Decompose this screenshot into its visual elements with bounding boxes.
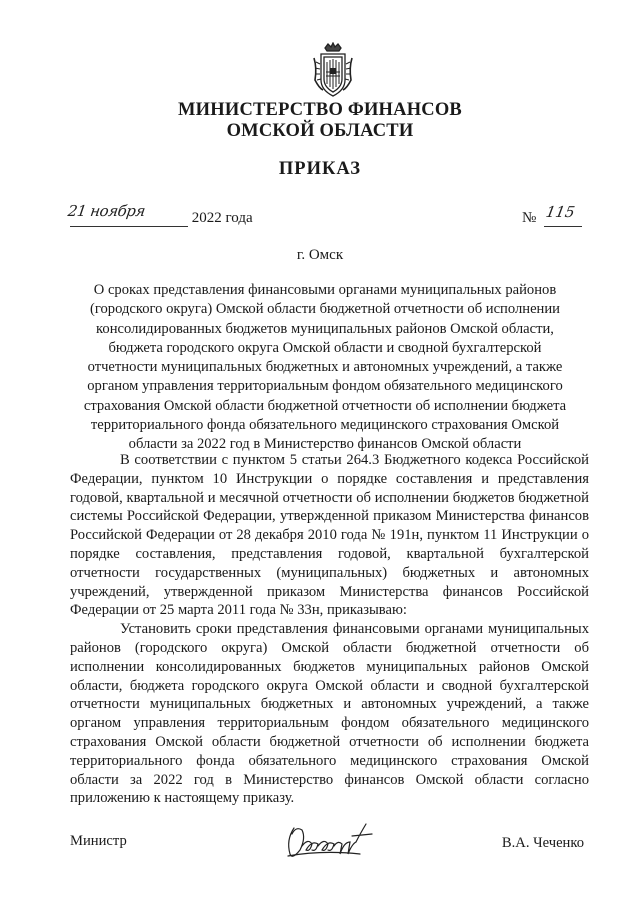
signatory-name: В.А. Чеченко [501,835,584,851]
ministry-heading [0,100,640,142]
ministry-line-2: ОМСКОЙ ОБЛАСТИ [226,121,414,141]
order-body [70,451,589,808]
order-date [66,202,253,227]
order-number [521,203,582,227]
coat-of-arms-icon [311,42,355,98]
document-type-title: ПРИКАЗ [278,159,362,179]
date-field [66,202,188,227]
signatory-title: Министр [70,833,127,849]
handwritten-number: 115 [544,203,577,221]
year-text: 2022 года [191,210,253,226]
preamble-paragraph: В соответствии с пунктом 5 статьи 264.3 Бюджетного кодекса Российской Федерации, пунктом 10 Инструкции о порядке составления и представления годовой, квартальной и месячной отчетности об исполнении бюджетов бюджетной системы Российской Федерации, утвержденной приказом Министерства финансов Российской Федерации от 28 декабря 2010 года № 191н, пунктом 11 Инструкции о порядке составления, представления годовой, квартальной бухгалтерской отчетности государственных (муниципальных) бюджетных и автономных учреждений, утвержденной приказом Министерства финансов Российской Федерации от 25 марта 2011 года № 33н, приказываю: [70,452,589,619]
directive-paragraph: Установить сроки представления финансовыми органами муниципальных районов (городского округа) Омской области бюджетной отчетности об исполнении консолидированных бюджетов муниципальных районов Омской области, бюджета городского округа Омской области и сводной бухгалтерской отчетности муниципальных бюджетных и автономных учреждений, а также органом управления территориальным фондом обязательного медицинского страхования Омской области бюджетной отчетности об исполнении бюджета территориального фонда обязательного медицинского страхования Омской области за 2022 год в Министерство финансов Омской области согласно приложению к настоящему приказу. [70,621,589,807]
order-subject: О сроках представления финансовыми органами муниципальных районов (городского округа) Омской области бюджетной отчетности об исполнении консолидированных бюджетов муниципальных районов Омской области, бюджета городского округа Омской области и сводной бухгалтерской отчетности муниципальных бюджетных и автономных учреждений, а также органом управления территориальным фондом обязательного медицинского страхования Омской области бюджетной отчетности об исполнении бюджета территориального фонда обязательного медицинского страхования Омской области за 2022 год в Министерство финансов Омской области [83,282,567,453]
handwritten-date: 21 ноября [66,202,147,220]
city-line: г. Омск [296,247,344,263]
ministry-line-1: МИНИСТЕРСТВО ФИНАНСОВ [178,100,462,120]
number-field [544,203,582,227]
handwritten-signature [282,820,378,862]
number-label: № [521,210,537,226]
